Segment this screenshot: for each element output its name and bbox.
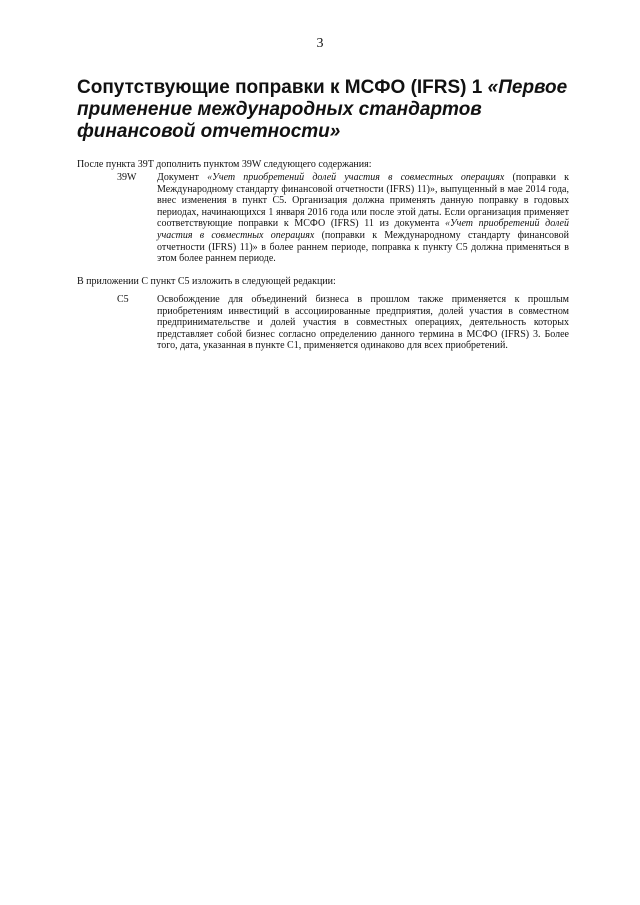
heading-standard-title: «Первое применение международных стандартов финансовой отчетности» xyxy=(77,77,568,142)
intro-paragraph-c5: В приложении C пункт C5 изложить в следующей редакции: xyxy=(77,276,336,287)
page-heading xyxy=(77,77,577,143)
intro-paragraph-39w: После пункта 39T дополнить пунктом 39W следующего содержания: xyxy=(77,159,372,170)
document-title-italic: «Учет приобретений долей участия в совместных операциях xyxy=(157,218,570,241)
heading-text: Сопутствующие поправки к МСФО (IFRS) 1 xyxy=(77,77,488,98)
paragraph-number-39w: 39W xyxy=(117,172,137,183)
page-number: 3 xyxy=(316,36,324,51)
paragraph-39w-text xyxy=(157,172,569,265)
text-segment: Документ xyxy=(157,172,208,183)
text-segment: (поправки к Международному стандарту финансовой отчетности (IFRS) 11)», выпущенный в мае 2014 года, внес изменения в пункт C5. Организация должна применять данную поправку в годовых периодах, начинающихся 1 января 2016 года или после этой даты. Если организация применяет соответствующие поправки к МСФО (IFRS) 11 из документа xyxy=(157,172,569,230)
document-title-italic: «Учет приобретений долей участия в совместных операциях xyxy=(207,172,505,183)
text-segment: (поправки к Международному стандарту финансовой отчетности (IFRS) 11)» в более раннем периоде, поправка к пункту C5 должна применяться в этом более раннем периоде. xyxy=(157,229,569,265)
paragraph-number-c5: C5 xyxy=(117,294,129,305)
paragraph-c5-text: Освобождение для объединений бизнеса в прошлом также применяется к прошлым приобретениям инвестиций в ассоциированные предприятия, долей участия в совместном предпринимательстве и долей участия в совместных операциях, деятельность которых представляет собой бизнес согласно определению данного термина в МСФО (IFRS) 3. Более того, дата, указанная в пункте C1, применяется одинаково для всех приобретений. xyxy=(157,294,569,352)
